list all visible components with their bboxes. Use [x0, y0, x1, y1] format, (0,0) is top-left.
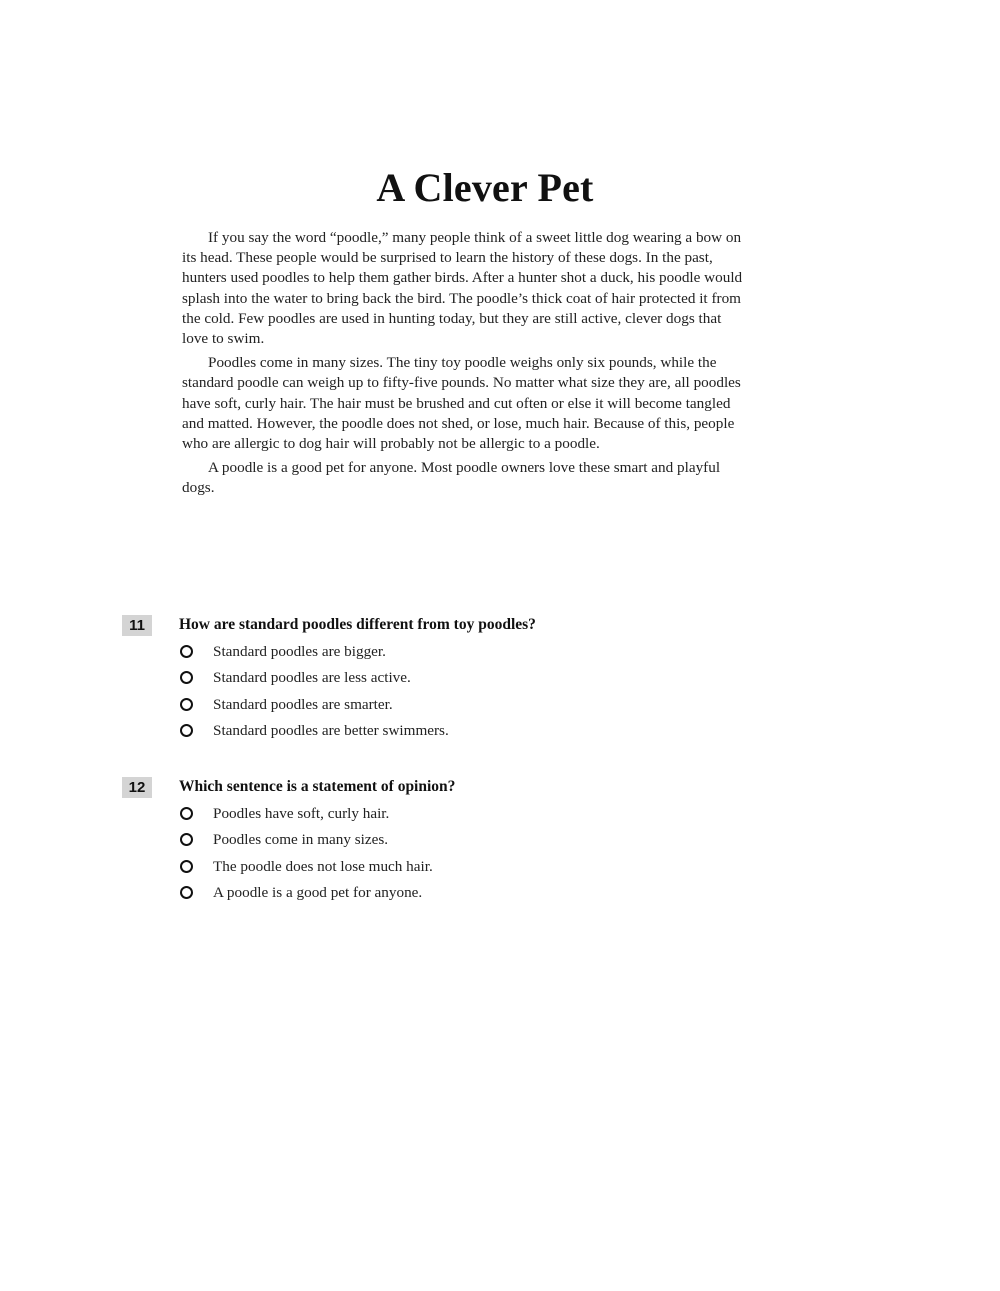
answer-option-label: Poodles come in many sizes. [213, 831, 389, 849]
question-number-badge: 12 [122, 777, 152, 798]
radio-circle-icon[interactable] [180, 698, 193, 711]
passage-paragraph: A poodle is a good pet for anyone. Most poodle owners love these smart and playful dogs. [182, 459, 721, 497]
answer-option-label: Standard poodles are smarter. [213, 695, 393, 713]
passage-paragraph: Poodles come in many sizes. The tiny toy poodle weighs only six pounds, while the standard poodle can weigh up to fifty-five pounds. No matter what size they are, all poodles have soft, curly hair. The hair must be brushed and cut often or else it will become tangled and matted. However, the poodle does not shed, or lose, much hair. Because of this, people who are allergic to dog hair will probably not be allergic to a poodle. [182, 354, 741, 453]
radio-circle-icon[interactable] [180, 833, 193, 846]
answer-option-label: Standard poodles are bigger. [213, 643, 386, 660]
radio-circle-icon[interactable] [180, 671, 193, 684]
page-title: A Clever Pet [376, 165, 594, 210]
passage-paragraph: If you say the word “poodle,” many people think of a sweet little dog wearing a bow on its head. These people would be surprised to learn the history of these dogs. In the past, hunters used poodles to help them gather birds. After a hunter shot a duck, his poodle would splash into the water to bring back the bird. The poodle’s thick coat of hair protected it from the cold. Few poodles are used in hunting today, but they are still active, clever dogs that love to swim. [182, 229, 743, 348]
answer-option-label: Standard poodles are less active. [213, 669, 411, 687]
answer-option-label: Standard poodles are better swimmers. [213, 721, 449, 739]
radio-circle-icon[interactable] [180, 807, 193, 820]
radio-circle-icon[interactable] [180, 724, 193, 737]
reading-passage [182, 228, 748, 503]
question-text: Which sentence is a statement of opinion? [179, 778, 456, 795]
radio-circle-icon[interactable] [180, 886, 193, 899]
answer-option-label: A poodle is a good pet for anyone. [213, 883, 423, 901]
question-text: How are standard poodles different from toy poodles? [179, 616, 536, 633]
answer-option-label: Poodles have soft, curly hair. [213, 805, 390, 822]
question-number-badge: 11 [122, 615, 152, 636]
answer-option-label: The poodle does not lose much hair. [213, 857, 433, 875]
radio-circle-icon[interactable] [180, 860, 193, 873]
radio-circle-icon[interactable] [180, 645, 193, 658]
